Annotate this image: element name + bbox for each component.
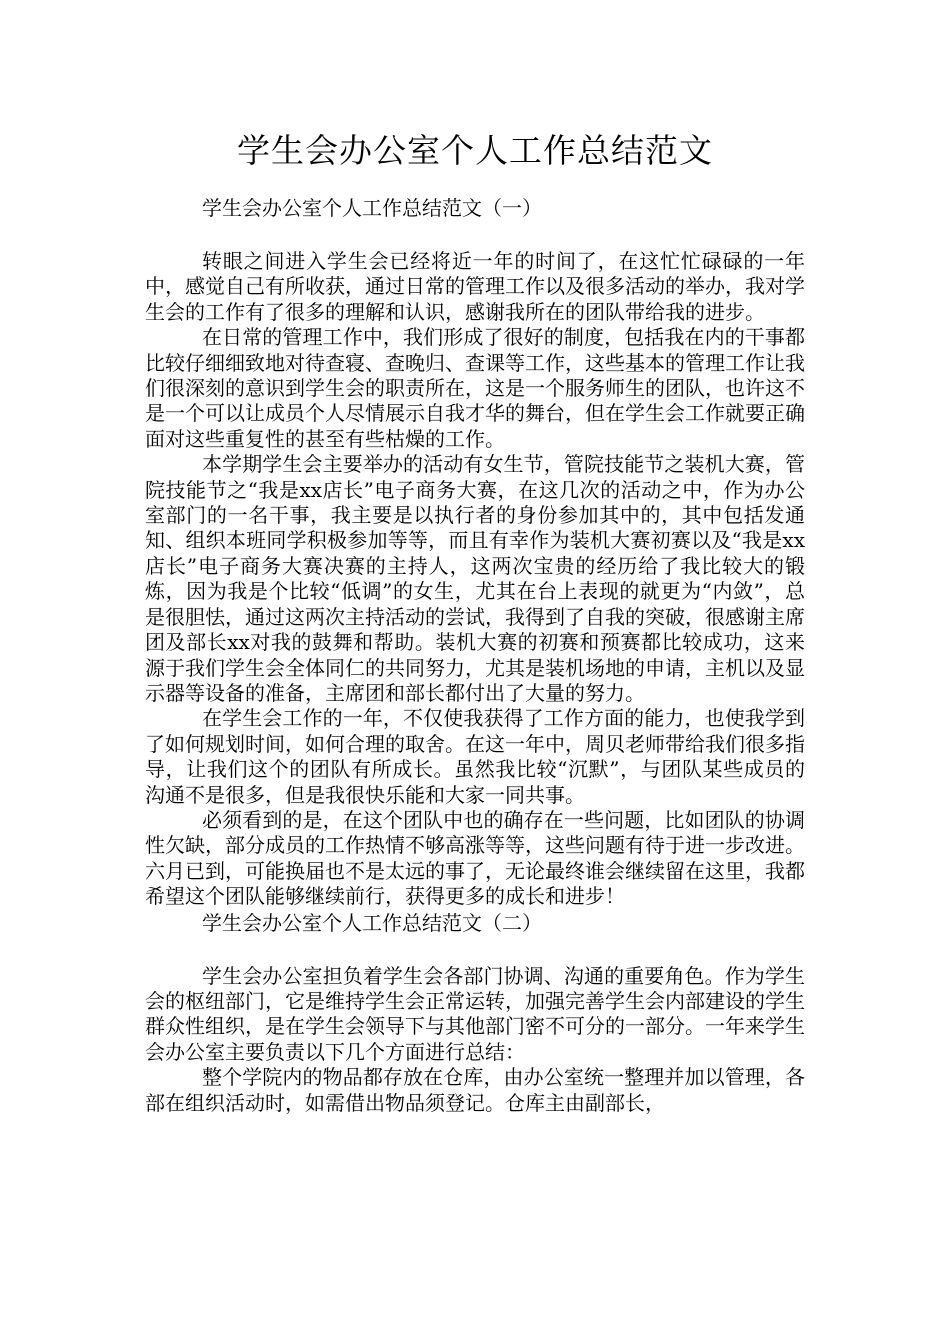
paragraph: 本学期学生会主要举办的活动有女生节，管院技能节之装机大赛，管院技能节之“我是xx店长”电子商务大赛，在这几次的活动之中，作为办公室部门的一名干事，我主要是以执行者的身份参加其中的，其中包括发通知、组织本班同学积极参加等等，而且有幸作为装机大赛初赛以及“我是xx店长”电子商务大赛决赛的主持人，这两次宝贵的经历给了我比较大的锻炼，因为我是个比较“低调”的女生，尤其在台上表现的就更为“内敛”，总是很胆怯，通过这两次主持活动的尝试，我得到了自我的突破，很感谢主席团及部长xx对我的鼓舞和帮助。装机大赛的初赛和预赛都比较成功，这来源于我们学生会全体同仁的共同努力，尤其是装机场地的申请，主机以及显示器等设备的准备，主席团和部长都付出了大量的努力。: [145, 452, 805, 705]
paragraph: 在日常的管理工作中，我们形成了很好的制度，包括我在内的干事都比较仔细细致地对待查寝、查晚归、查课等工作，这些基本的管理工作让我们很深刻的意识到学生会的职责所在，这是一个服务师生的团队，也许这不是一个可以让成员个人尽情展示自我才华的舞台，但在学生会工作就要正确面对这些重复性的甚至有些枯燥的工作。: [145, 325, 805, 451]
section-heading-2: 学生会办公室个人工作总结范文（二）: [202, 910, 542, 935]
document-page: [145, 125, 805, 1116]
paragraph: 整个学院内的物品都存放在仓库，由办公室统一整理并加以管理，各部在组织活动时，如需借出物品须登记。仓库主由副部长，: [145, 1065, 805, 1115]
paragraph: 转眼之间进入学生会已经将近一年的时间了，在这忙忙碌碌的一年中，感觉自己有所收获，通过日常的管理工作以及很多活动的举办，我对学生会的工作有了很多的理解和认识，感谢我所在的团队带给我的进步。: [145, 249, 805, 324]
document-title: 学生会办公室个人工作总结范文: [237, 131, 713, 170]
spacer: [145, 937, 805, 964]
paragraph: 必须看到的是，在这个团队中也的确存在一些问题，比如团队的协调性欠缺，部分成员的工作热情不够高涨等等，这些问题有待于进一步改进。六月已到，可能换届也不是太远的事了，无论最终谁会继续留在这里，我都希望这个团队能够继续前行，获得更多的成长和进步！: [145, 807, 805, 909]
section-heading-1: 学生会办公室个人工作总结范文（一）: [202, 196, 542, 220]
paragraph: 在学生会工作的一年，不仅使我获得了工作方面的能力，也使我学到了如何规划时间，如何合理的取舍。在这一年中，周贝老师带给我们很多指导，让我们这个的团队有所成长。虽然我比较“沉默”，与团队某些成员的沟通不是很多，但是我很快乐能和大家一同共事。: [145, 706, 805, 807]
paragraph: 学生会办公室担负着学生会各部门协调、沟通的重要角色。作为学生会的枢纽部门，它是维持学生会正常运转，加强完善学生会内部建设的学生群众性组织，是在学生会领导下与其他部门密不可分的一部分。一年来学生会办公室主要负责以下几个方面进行总结：: [145, 963, 805, 1064]
spacer: [145, 222, 805, 249]
